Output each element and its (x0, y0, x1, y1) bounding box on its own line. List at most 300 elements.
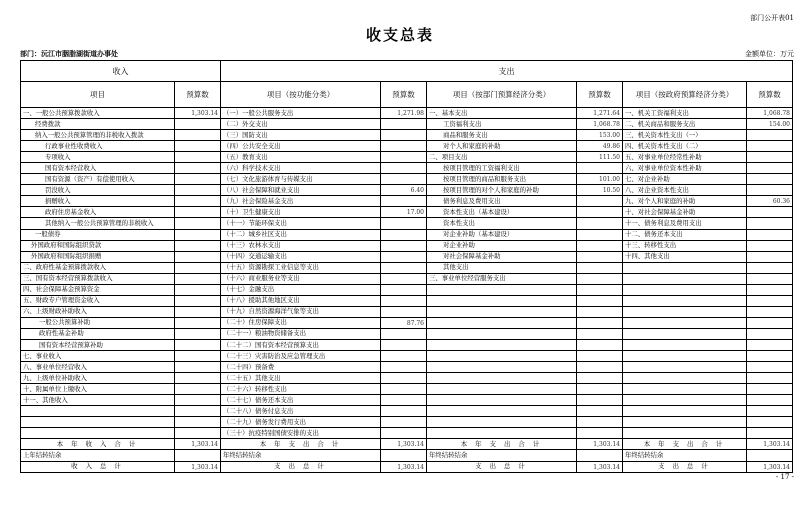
item-label-cell: （二十七）债务还本支出 (221, 395, 381, 406)
item-label-cell: （十一）节能环保支出 (221, 218, 381, 229)
item-label-cell: （二十四）预备费 (221, 362, 381, 373)
income-section-header: 收入 (21, 61, 221, 82)
item-label-cell (623, 284, 747, 295)
item-label-cell: 年终结转结余 (623, 450, 747, 461)
budget-amount-cell (747, 185, 793, 196)
budget-amount-cell: 1,303.14 (747, 439, 793, 450)
item-label-cell (623, 395, 747, 406)
item-label-cell (427, 284, 577, 295)
budget-amount-cell: 1,303.14 (175, 439, 221, 450)
budget-amount-cell (175, 218, 221, 229)
budget-amount-cell (175, 262, 221, 273)
budget-amount-cell (577, 218, 623, 229)
budget-amount-cell (747, 317, 793, 328)
item-label-cell (427, 417, 577, 428)
budget-amount-cell (175, 339, 221, 350)
budget-amount-cell (747, 428, 793, 439)
item-label-cell: 国有资源（资产）有偿使用收入 (21, 174, 175, 185)
col-header-dept-econ-budget: 预算数 (577, 82, 623, 108)
budget-amount-cell (381, 339, 427, 350)
item-label-cell: 按项目管理的工资福利支出 (427, 163, 577, 174)
table-row (21, 119, 793, 130)
budget-amount-cell: 6.40 (381, 185, 427, 196)
budget-amount-cell (747, 218, 793, 229)
item-label-cell: 一、机关工资福利支出 (623, 108, 747, 119)
budget-amount-cell (747, 229, 793, 240)
item-label-cell: 五、对事业单位经常性补助 (623, 152, 747, 163)
budget-amount-cell (381, 273, 427, 284)
unit-label: 金额单位：万元 (745, 50, 794, 58)
budget-amount-cell (175, 152, 221, 163)
item-label-cell: 其他纳入一般公共预算管理的非税收入 (21, 218, 175, 229)
item-label-cell: 罚没收入 (21, 185, 175, 196)
item-label-cell: 本 年 支 出 合 计 (427, 439, 577, 450)
budget-amount-cell (175, 328, 221, 339)
item-label-cell: （二）外交支出 (221, 119, 381, 130)
budget-amount-cell: 87.76 (381, 317, 427, 328)
item-label-cell: （三）国防支出 (221, 130, 381, 141)
item-label-cell: 十、附属单位上缴收入 (21, 384, 175, 395)
budget-amount-cell (747, 373, 793, 384)
item-label-cell: 七、事业收入 (21, 351, 175, 362)
item-label-cell: 支 出 总 计 (427, 461, 577, 472)
budget-amount-cell (747, 251, 793, 262)
item-label-cell: 本 年 支 出 合 计 (221, 439, 381, 450)
item-label-cell (623, 339, 747, 350)
item-label-cell (427, 317, 577, 328)
budget-amount-cell: 10.50 (577, 185, 623, 196)
budget-amount-cell (577, 373, 623, 384)
budget-amount-cell (747, 395, 793, 406)
budget-amount-cell: 1,068.78 (577, 119, 623, 130)
budget-amount-cell (747, 450, 793, 461)
item-label-cell: （四）公共安全支出 (221, 141, 381, 152)
budget-amount-cell: 1,303.14 (747, 461, 793, 472)
item-label-cell: 三、事业单位经营服务支出 (427, 273, 577, 284)
table-row (21, 417, 793, 428)
item-label-cell: 商品和服务支出 (427, 130, 577, 141)
budget-amount-cell (175, 119, 221, 130)
budget-amount-cell (381, 130, 427, 141)
item-label-cell: 按项目管理的商品和服务支出 (427, 174, 577, 185)
item-label-cell: （一）一般公共服务支出 (221, 108, 381, 119)
item-label-cell: （十八）援助其他地区支出 (221, 295, 381, 306)
budget-amount-cell (381, 141, 427, 152)
item-label-cell (427, 373, 577, 384)
item-label-cell: 工资福利支出 (427, 119, 577, 130)
table-row (21, 406, 793, 417)
budget-amount-cell (381, 251, 427, 262)
item-label-cell (21, 417, 175, 428)
budget-amount-cell (381, 163, 427, 174)
budget-amount-cell (381, 362, 427, 373)
budget-amount-cell (381, 229, 427, 240)
item-label-cell: 六、上级财政补助收入 (21, 306, 175, 317)
item-label-cell: 九、对个人和家庭的补助 (623, 196, 747, 207)
table-row (21, 240, 793, 251)
item-label-cell: （五）教育支出 (221, 152, 381, 163)
budget-amount-cell (577, 306, 623, 317)
item-label-cell: （二十三）灾害防治及应急管理支出 (221, 351, 381, 362)
item-label-cell: 国有资本经营预算补助 (21, 339, 175, 350)
item-label-cell: 一般债券 (21, 229, 175, 240)
table-row (21, 306, 793, 317)
item-label-cell (623, 373, 747, 384)
budget-amount-cell (577, 339, 623, 350)
budget-amount-cell (747, 273, 793, 284)
budget-amount-cell: 1,303.14 (577, 461, 623, 472)
col-header-functional-budget: 预算数 (381, 82, 427, 108)
table-row (21, 163, 793, 174)
budget-amount-cell (747, 362, 793, 373)
budget-amount-cell (577, 295, 623, 306)
item-label-cell: 对个人和家庭的补助 (427, 141, 577, 152)
item-label-cell (623, 295, 747, 306)
budget-amount-cell (577, 328, 623, 339)
item-label-cell: 资本性支出（基本建设） (427, 207, 577, 218)
budget-amount-cell (175, 130, 221, 141)
item-label-cell: （十二）城乡社区支出 (221, 229, 381, 240)
col-header-income-budget: 预算数 (175, 82, 221, 108)
budget-amount-cell: 1,068.78 (747, 108, 793, 119)
item-label-cell (427, 339, 577, 350)
budget-amount-cell: 153.00 (577, 130, 623, 141)
budget-amount-cell (577, 273, 623, 284)
item-label-cell: 外国政府和国际组织贷款 (21, 240, 175, 251)
item-label-cell: 十一、债务利息及费用支出 (623, 218, 747, 229)
item-label-cell: 一、一般公共预算拨款收入 (21, 108, 175, 119)
item-label-cell (623, 384, 747, 395)
budget-amount-cell: 1,303.14 (381, 461, 427, 472)
item-label-cell: 六、对事业单位资本性补助 (623, 163, 747, 174)
item-label-cell: 年终结转结余 (427, 450, 577, 461)
budget-amount-cell (175, 428, 221, 439)
budget-amount-cell (577, 362, 623, 373)
department-label: 部门：沅江市胭脂湖街道办事处 (20, 49, 118, 58)
item-label-cell (623, 428, 747, 439)
budget-amount-cell (381, 262, 427, 273)
item-label-cell: （二十）住房保障支出 (221, 317, 381, 328)
item-label-cell: 上年结转结余 (21, 450, 175, 461)
item-label-cell: 十、对社会保障基金补助 (623, 207, 747, 218)
budget-amount-cell (747, 339, 793, 350)
item-label-cell: 支 出 总 计 (623, 461, 747, 472)
table-row (21, 218, 793, 229)
budget-amount-cell (175, 273, 221, 284)
budget-amount-cell: 49.86 (577, 141, 623, 152)
budget-amount-cell (175, 284, 221, 295)
item-label-cell: 二、项目支出 (427, 152, 577, 163)
item-label-cell: （十五）资源勘探工业信息等支出 (221, 262, 381, 273)
budget-amount-cell: 1,271.98 (381, 108, 427, 119)
budget-amount-cell (747, 152, 793, 163)
budget-amount-cell (175, 384, 221, 395)
budget-amount-cell (577, 262, 623, 273)
table-row (21, 185, 793, 196)
col-header-income-item: 项目 (21, 82, 175, 108)
item-label-cell (623, 417, 747, 428)
item-label-cell: 七、对企业补助 (623, 174, 747, 185)
budget-amount-cell: 111.50 (577, 152, 623, 163)
item-label-cell: （七）文化旅游体育与传媒支出 (221, 174, 381, 185)
table-row (21, 130, 793, 141)
budget-amount-cell (747, 163, 793, 174)
item-label-cell: 本 年 支 出 合 计 (623, 439, 747, 450)
table-row (21, 395, 793, 406)
table-row (21, 362, 793, 373)
table-row (21, 273, 793, 284)
table-row (21, 152, 793, 163)
item-label-cell (21, 428, 175, 439)
item-label-cell: 按项目管理的对个人和家庭的补助 (427, 185, 577, 196)
item-label-cell (21, 406, 175, 417)
item-label-cell (623, 406, 747, 417)
item-label-cell: 年终结转结余 (221, 450, 381, 461)
budget-amount-cell (175, 251, 221, 262)
budget-amount-cell (747, 130, 793, 141)
item-label-cell: （十六）商业服务业等支出 (221, 273, 381, 284)
table-row (21, 174, 793, 185)
item-label-cell: 专项收入 (21, 152, 175, 163)
budget-amount-cell (175, 163, 221, 174)
budget-amount-cell (747, 240, 793, 251)
item-label-cell: 四、社会保障基金预算资金 (21, 284, 175, 295)
item-label-cell: （十九）自然资源海洋气象等支出 (221, 306, 381, 317)
budget-amount-cell (175, 362, 221, 373)
item-label-cell: （十三）农林水支出 (221, 240, 381, 251)
table-row (21, 295, 793, 306)
budget-amount-cell (381, 284, 427, 295)
item-label-cell: 政府性基金补助 (21, 328, 175, 339)
budget-amount-cell (381, 373, 427, 384)
col-header-gov-econ-item: 项目（按政府预算经济分类） (623, 82, 747, 108)
total-row (21, 461, 793, 472)
item-label-cell (427, 351, 577, 362)
item-label-cell: 收 入 总 计 (21, 461, 175, 472)
item-label-cell: 政府住房基金收入 (21, 207, 175, 218)
budget-amount-cell (747, 406, 793, 417)
budget-amount-cell (175, 450, 221, 461)
budget-amount-cell (747, 141, 793, 152)
budget-amount-cell: 154.00 (747, 119, 793, 130)
item-label-cell: （九）社会保险基金支出 (221, 196, 381, 207)
table-row (21, 251, 793, 262)
budget-amount-cell (747, 351, 793, 362)
table-row (21, 141, 793, 152)
item-label-cell (427, 295, 577, 306)
item-label-cell: （二十八）债务付息支出 (221, 406, 381, 417)
table-row (21, 284, 793, 295)
budget-amount-cell (381, 406, 427, 417)
budget-amount-cell (577, 317, 623, 328)
total-row (21, 439, 793, 450)
item-label-cell: 资本性支出 (427, 218, 577, 229)
table-row (21, 328, 793, 339)
budget-amount-cell (381, 417, 427, 428)
table-row (21, 207, 793, 218)
item-label-cell: （二十一）粮油物资储备支出 (221, 328, 381, 339)
page-number: - 17 - (775, 473, 794, 481)
budget-amount-cell (577, 251, 623, 262)
table-row (21, 373, 793, 384)
item-label-cell: 行政事业性收费收入 (21, 141, 175, 152)
budget-amount-cell (747, 417, 793, 428)
item-label-cell: 对企业补助（基本建设） (427, 229, 577, 240)
budget-amount-cell (577, 395, 623, 406)
table-row (21, 229, 793, 240)
budget-amount-cell (175, 174, 221, 185)
budget-amount-cell (747, 384, 793, 395)
budget-amount-cell (577, 417, 623, 428)
budget-amount-cell (175, 196, 221, 207)
item-label-cell: 债务利息及费用支出 (427, 196, 577, 207)
page-title: 收支总表 (365, 26, 434, 44)
item-label-cell (623, 317, 747, 328)
budget-amount-cell (175, 317, 221, 328)
budget-amount-cell: 101.00 (577, 174, 623, 185)
table-row (21, 262, 793, 273)
item-label-cell: 三、国有资本经营预算拨款收入 (21, 273, 175, 284)
item-label-cell: （二十六）转移性支出 (221, 384, 381, 395)
budget-amount-cell: 17.00 (381, 207, 427, 218)
item-label-cell (623, 306, 747, 317)
budget-amount-cell (175, 229, 221, 240)
item-label-cell: 支 出 总 计 (221, 461, 381, 472)
item-label-cell: 纳入一般公共预算管理的非税收入拨款 (21, 130, 175, 141)
item-label-cell (427, 328, 577, 339)
budget-amount-cell (381, 240, 427, 251)
item-label-cell: 二、机关商品和服务支出 (623, 119, 747, 130)
budget-amount-cell: 1,271.64 (577, 108, 623, 119)
item-label-cell: 八、对企业资本性支出 (623, 185, 747, 196)
col-header-functional-item: 项目（按功能分类） (221, 82, 381, 108)
item-label-cell (427, 395, 577, 406)
item-label-cell: 三、机关资本性支出（一） (623, 130, 747, 141)
budget-amount-cell (577, 284, 623, 295)
form-number: 部门公开表01 (750, 14, 794, 22)
table-row (21, 196, 793, 207)
budget-amount-cell (175, 306, 221, 317)
col-header-dept-econ-item: 项目（按部门预算经济分类） (427, 82, 577, 108)
table-row (21, 339, 793, 350)
item-label-cell: （二十五）其他支出 (221, 373, 381, 384)
budget-amount-cell (175, 141, 221, 152)
budget-amount-cell: 1,303.14 (175, 108, 221, 119)
item-label-cell (427, 362, 577, 373)
budget-amount-cell (577, 406, 623, 417)
budget-amount-cell (747, 284, 793, 295)
item-label-cell: 其他支出 (427, 262, 577, 273)
table-row (21, 428, 793, 439)
budget-amount-cell (381, 395, 427, 406)
item-label-cell (427, 428, 577, 439)
budget-amount-cell (175, 406, 221, 417)
total-row (21, 450, 793, 461)
budget-amount-cell (175, 417, 221, 428)
budget-amount-cell (381, 306, 427, 317)
budget-amount-cell: 60.36 (747, 196, 793, 207)
budget-amount-cell (175, 185, 221, 196)
item-label-cell: 五、财政专户管理资金收入 (21, 295, 175, 306)
budget-amount-cell (577, 450, 623, 461)
item-label-cell (427, 406, 577, 417)
budget-amount-cell: 1,303.14 (577, 439, 623, 450)
item-label-cell (623, 351, 747, 362)
budget-amount-cell: 1,303.14 (175, 461, 221, 472)
budget-amount-cell (577, 428, 623, 439)
budget-amount-cell (381, 218, 427, 229)
item-label-cell: 捐赠收入 (21, 196, 175, 207)
budget-amount-cell (577, 207, 623, 218)
item-label-cell: 十四、其他支出 (623, 251, 747, 262)
budget-amount-cell (577, 384, 623, 395)
item-label-cell: （八）社会保障和就业支出 (221, 185, 381, 196)
budget-amount-cell (175, 207, 221, 218)
item-label-cell: 对社会保障基金补助 (427, 251, 577, 262)
item-label-cell: （十七）金融支出 (221, 284, 381, 295)
budget-amount-cell (577, 163, 623, 174)
item-label-cell (427, 384, 577, 395)
table-row (21, 108, 793, 119)
item-label-cell: 十三、转移性支出 (623, 240, 747, 251)
item-label-cell: （十四）交通运输支出 (221, 251, 381, 262)
item-label-cell: 经费拨款 (21, 119, 175, 130)
table-row (21, 317, 793, 328)
budget-amount-cell (381, 351, 427, 362)
item-label-cell: 一、基本支出 (427, 108, 577, 119)
budget-amount-cell (381, 119, 427, 130)
budget-table (20, 60, 793, 473)
item-label-cell: 对企业补助 (427, 240, 577, 251)
table-row (21, 384, 793, 395)
item-label-cell: 四、机关资本性支出（二） (623, 141, 747, 152)
item-label-cell: 八、事业单位经营收入 (21, 362, 175, 373)
budget-amount-cell (175, 240, 221, 251)
budget-amount-cell (175, 373, 221, 384)
item-label-cell (623, 262, 747, 273)
item-label-cell: （十）卫生健康支出 (221, 207, 381, 218)
budget-amount-cell (577, 240, 623, 251)
item-label-cell: 二、政府性基金预算拨款收入 (21, 262, 175, 273)
budget-amount-cell (381, 295, 427, 306)
table-row (21, 351, 793, 362)
item-label-cell (623, 362, 747, 373)
budget-amount-cell (175, 351, 221, 362)
col-header-gov-econ-budget: 预算数 (747, 82, 793, 108)
budget-amount-cell (381, 450, 427, 461)
budget-amount-cell (381, 384, 427, 395)
item-label-cell: 十一、其他收入 (21, 395, 175, 406)
item-label-cell: （二十二）国有资本经营预算支出 (221, 339, 381, 350)
budget-amount-cell (175, 295, 221, 306)
expense-section-header: 支出 (221, 61, 793, 82)
item-label-cell (623, 273, 747, 284)
item-label-cell: 本 年 收 入 合 计 (21, 439, 175, 450)
budget-amount-cell (747, 174, 793, 185)
budget-amount-cell (577, 229, 623, 240)
budget-amount-cell (747, 328, 793, 339)
budget-amount-cell (577, 196, 623, 207)
item-label-cell (427, 306, 577, 317)
budget-amount-cell (381, 196, 427, 207)
item-label-cell: 外国政府和国际组织捐赠 (21, 251, 175, 262)
item-label-cell (623, 328, 747, 339)
item-label-cell: （二十九）债务发行费用支出 (221, 417, 381, 428)
budget-amount-cell (381, 174, 427, 185)
budget-amount-cell (747, 207, 793, 218)
budget-amount-cell (747, 295, 793, 306)
item-label-cell: 国有资本经营收入 (21, 163, 175, 174)
